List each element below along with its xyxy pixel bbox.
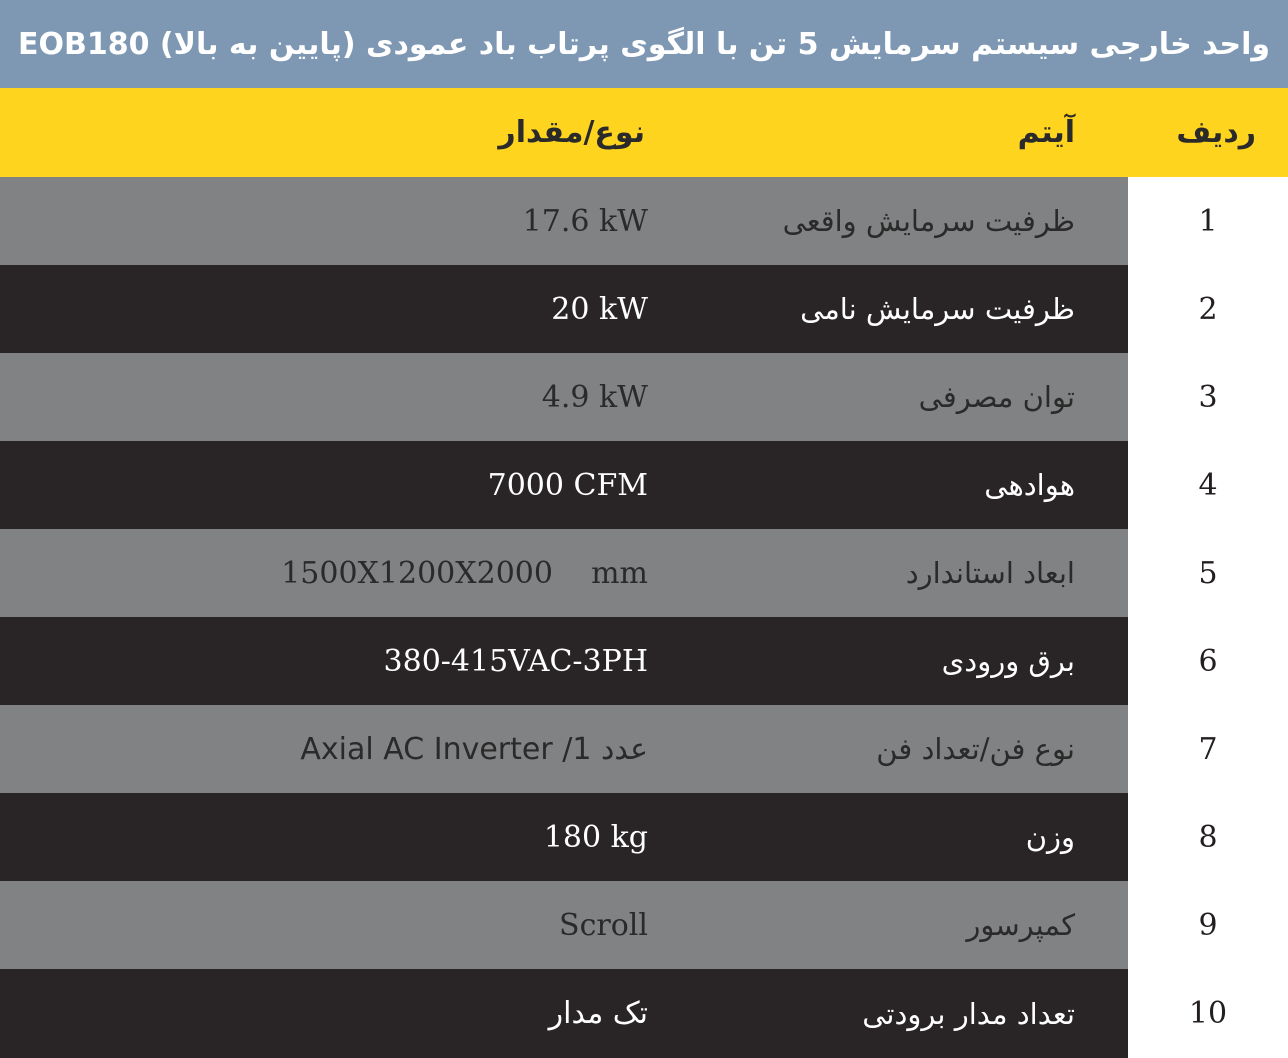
row-item: وزن	[1025, 820, 1075, 854]
row-index: 1	[1198, 203, 1218, 239]
row-index: 5	[1198, 555, 1218, 591]
row-item: کمپرسور	[966, 908, 1075, 942]
table-row	[0, 705, 1288, 793]
row-index: 8	[1198, 819, 1218, 855]
table-title: واحد خارجی سیستم سرمایش 5 تن با الگوی پرتاب باد عمودی (پایین به بالا) EOB180	[0, 0, 1288, 88]
header-value: نوع/مقدار	[498, 115, 645, 150]
row-value: 180 kg	[543, 819, 648, 855]
row-index: 6	[1198, 643, 1218, 679]
row-value: 7000 CFM	[487, 467, 648, 503]
row-value: عدد 1/ Axial AC Inverter	[300, 731, 648, 767]
row-item: برق ورودی	[941, 644, 1075, 678]
row-index: 9	[1198, 907, 1218, 943]
table-row	[0, 793, 1288, 881]
table-row	[0, 969, 1288, 1058]
row-value: تک مدار	[548, 996, 648, 1031]
table-row	[0, 529, 1288, 617]
row-index: 10	[1188, 996, 1228, 1031]
row-index: 3	[1198, 379, 1218, 415]
table-row	[0, 441, 1288, 529]
table-row	[0, 353, 1288, 441]
row-item: ظرفیت سرمایش نامی	[800, 292, 1075, 326]
table-row	[0, 265, 1288, 353]
row-item: ابعاد استاندارد	[905, 556, 1075, 590]
row-item: نوع فن/تعداد فن	[876, 732, 1075, 766]
header-item: آیتم	[1017, 115, 1075, 150]
row-value: 4.9 kW	[541, 379, 648, 415]
row-index: 2	[1198, 291, 1218, 327]
row-value: Scroll	[559, 907, 648, 943]
row-item: تعداد مدار برودتی	[862, 996, 1075, 1031]
row-value: 17.6 kW	[522, 203, 648, 239]
header-index: ردیف	[1176, 115, 1256, 150]
row-item: توان مصرفی	[918, 380, 1075, 414]
row-value: 20 kW	[551, 291, 648, 327]
row-item: هوادهی	[984, 468, 1075, 502]
row-item: ظرفیت سرمایش واقعی	[782, 204, 1075, 238]
table-row	[0, 177, 1288, 265]
row-value: 1500X1200X2000 mm	[281, 555, 648, 591]
table-row	[0, 881, 1288, 969]
row-index: 4	[1198, 467, 1218, 503]
table-row	[0, 617, 1288, 705]
row-index: 7	[1198, 731, 1218, 767]
row-value: 380-415VAC-3PH	[383, 643, 648, 679]
table-header-row	[0, 88, 1288, 177]
